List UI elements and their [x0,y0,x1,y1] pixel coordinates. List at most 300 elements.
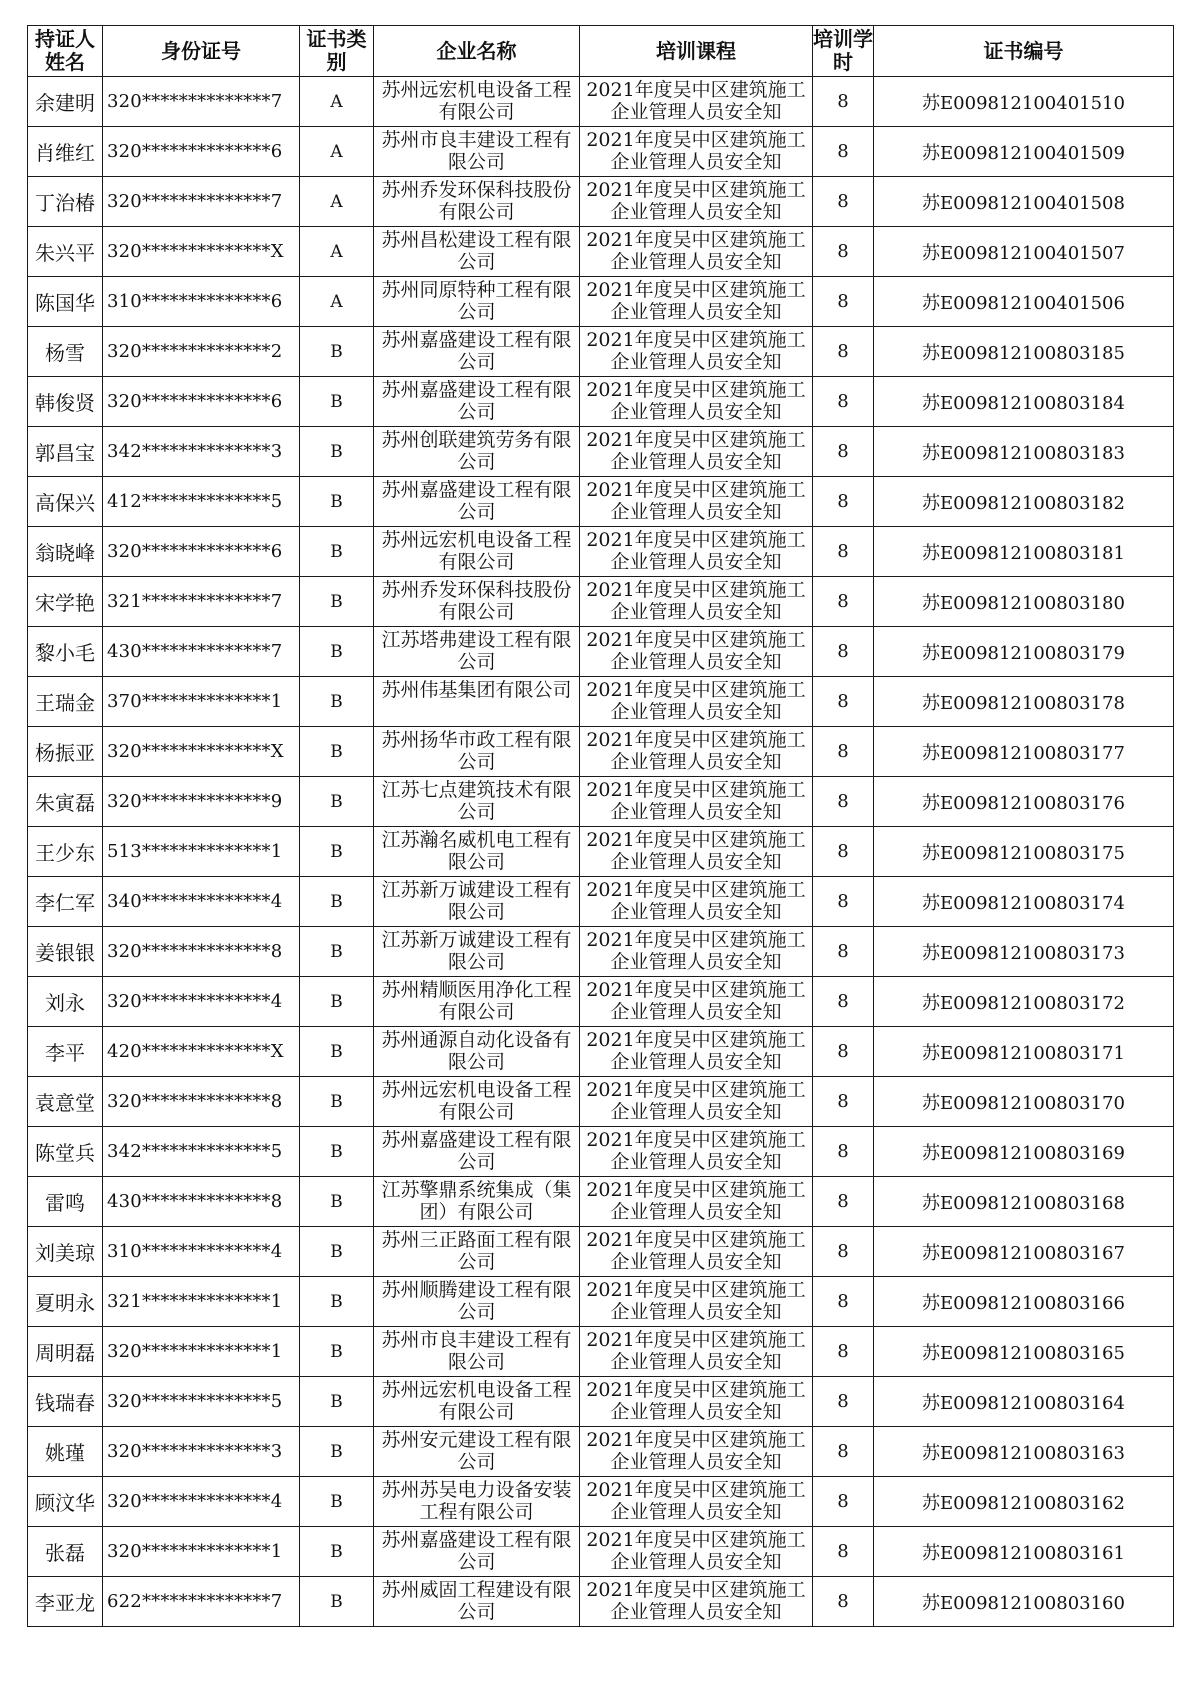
certificate-number-cell: 苏E009812100803178 [874,677,1174,727]
table-row [28,77,1174,127]
category-cell: B [300,1427,374,1477]
category-cell: B [300,1027,374,1077]
training-course-cell-text: 2021年度吴中区建筑施工企业管理人员安全知 [586,1329,806,1373]
training-hours-cell: 8 [813,1177,874,1227]
training-hours-cell: 8 [813,927,874,977]
id-number-cell: 320**************9 [103,777,300,827]
training-course-cell-text: 2021年度吴中区建筑施工企业管理人员安全知 [586,479,806,523]
id-number-cell: 342**************3 [103,427,300,477]
company-name-cell-text: 江苏塔弗建设工程有限公司 [381,629,572,673]
training-hours-cell: 8 [813,177,874,227]
company-name-cell [374,127,580,177]
holder-name-cell: 余建明 [28,77,103,127]
category-cell: B [300,877,374,927]
company-name-cell-text: 苏州远宏机电设备工程有限公司 [381,79,572,123]
training-course-cell [580,827,813,877]
id-number-cell: 412**************5 [103,477,300,527]
company-name-cell [374,477,580,527]
training-course-cell [580,927,813,977]
certificate-number-cell: 苏E009812100401507 [874,227,1174,277]
training-course-cell-text: 2021年度吴中区建筑施工企业管理人员安全知 [586,929,806,973]
certificate-number-cell: 苏E009812100803176 [874,777,1174,827]
category-cell: B [300,927,374,977]
table-row [28,927,1174,977]
training-hours-cell: 8 [813,677,874,727]
training-course-cell [580,577,813,627]
category-cell: B [300,527,374,577]
table-row [28,427,1174,477]
holder-name-cell: 杨雪 [28,327,103,377]
company-name-cell-text: 苏州通源自动化设备有限公司 [381,1029,572,1073]
training-course-cell [580,377,813,427]
table-row [28,977,1174,1027]
company-name-cell [374,827,580,877]
table-row [28,1427,1174,1477]
training-hours-cell: 8 [813,477,874,527]
id-number-cell: 430**************7 [103,627,300,677]
holder-name-cell: 黎小毛 [28,627,103,677]
certificate-number-cell: 苏E009812100803166 [874,1277,1174,1327]
category-cell: A [300,127,374,177]
training-course-cell-text: 2021年度吴中区建筑施工企业管理人员安全知 [586,1229,806,1273]
training-course-cell [580,477,813,527]
company-name-cell [374,1177,580,1227]
category-cell: B [300,977,374,1027]
training-hours-cell: 8 [813,1527,874,1577]
company-name-cell [374,777,580,827]
company-name-cell-text: 苏州嘉盛建设工程有限公司 [381,1529,572,1573]
company-name-cell [374,227,580,277]
id-number-cell: 320**************5 [103,1377,300,1427]
table-row [28,1127,1174,1177]
training-course-cell [580,1277,813,1327]
training-course-cell [580,1427,813,1477]
certificate-number-cell: 苏E009812100803174 [874,877,1174,927]
holder-name-cell: 刘永 [28,977,103,1027]
company-name-cell [374,1277,580,1327]
training-course-cell [580,1127,813,1177]
id-number-cell: 320**************7 [103,177,300,227]
table-row [28,377,1174,427]
training-course-cell [580,1077,813,1127]
company-name-cell-text: 苏州安元建设工程有限公司 [381,1429,572,1473]
id-number-cell: 370**************1 [103,677,300,727]
training-hours-cell: 8 [813,527,874,577]
training-hours-cell: 8 [813,1477,874,1527]
company-name-cell-text: 江苏新万诚建设工程有限公司 [381,929,572,973]
table-row [28,1527,1174,1577]
holder-name-cell: 姚瑾 [28,1427,103,1477]
training-course-cell-text: 2021年度吴中区建筑施工企业管理人员安全知 [586,529,806,573]
training-course-cell [580,327,813,377]
company-name-cell-text: 苏州远宏机电设备工程有限公司 [381,1079,572,1123]
id-number-cell: 320**************8 [103,1077,300,1127]
training-course-cell-text: 2021年度吴中区建筑施工企业管理人员安全知 [586,229,806,273]
holder-name-cell: 翁晓峰 [28,527,103,577]
training-course-cell [580,877,813,927]
table-row [28,1027,1174,1077]
company-name-cell-text: 苏州威固工程建设有限公司 [381,1579,572,1623]
holder-name-cell: 袁意堂 [28,1077,103,1127]
training-course-cell-text: 2021年度吴中区建筑施工企业管理人员安全知 [586,829,806,873]
table-row [28,627,1174,677]
holder-name-cell: 李亚龙 [28,1577,103,1627]
holder-name-cell: 朱寅磊 [28,777,103,827]
company-name-cell-text: 江苏七点建筑技术有限公司 [381,779,572,823]
table-row [28,527,1174,577]
training-hours-cell: 8 [813,77,874,127]
id-number-cell: 320**************1 [103,1327,300,1377]
id-number-cell: 430**************8 [103,1177,300,1227]
certificate-number-cell: 苏E009812100803177 [874,727,1174,777]
table-row [28,827,1174,877]
id-number-cell: 320**************6 [103,377,300,427]
certificate-number-cell: 苏E009812100803185 [874,327,1174,377]
holder-name-cell: 朱兴平 [28,227,103,277]
id-number-cell: 320**************X [103,727,300,777]
training-course-cell-text: 2021年度吴中区建筑施工企业管理人员安全知 [586,329,806,373]
id-number-cell: 321**************7 [103,577,300,627]
id-number-cell: 622**************7 [103,1577,300,1627]
category-cell: B [300,427,374,477]
id-number-cell: 320**************1 [103,1527,300,1577]
training-hours-cell: 8 [813,377,874,427]
training-course-cell [580,1377,813,1427]
table-row [28,877,1174,927]
category-cell: A [300,77,374,127]
company-name-cell-text: 江苏擎鼎系统集成（集团）有限公司 [381,1179,572,1223]
holder-name-cell: 雷鸣 [28,1177,103,1227]
training-hours-cell: 8 [813,627,874,677]
holder-name-cell: 李仁军 [28,877,103,927]
training-course-cell-text: 2021年度吴中区建筑施工企业管理人员安全知 [586,879,806,923]
id-number-cell: 320**************6 [103,527,300,577]
id-number-cell: 420**************X [103,1027,300,1077]
category-cell: B [300,577,374,627]
training-course-cell-text: 2021年度吴中区建筑施工企业管理人员安全知 [586,679,806,723]
training-course-cell [580,1227,813,1277]
company-name-cell [374,77,580,127]
category-cell: B [300,827,374,877]
training-course-cell [580,527,813,577]
training-course-cell [580,77,813,127]
table-row [28,327,1174,377]
company-name-cell-text: 苏州远宏机电设备工程有限公司 [381,1379,572,1423]
header-training-course: 培训课程 [580,26,813,77]
holder-name-cell: 高保兴 [28,477,103,527]
category-cell: B [300,477,374,527]
company-name-cell [374,1427,580,1477]
training-course-cell-text: 2021年度吴中区建筑施工企业管理人员安全知 [586,379,806,423]
training-course-cell-text: 2021年度吴中区建筑施工企业管理人员安全知 [586,129,806,173]
training-course-cell [580,1327,813,1377]
table-row [28,777,1174,827]
training-course-cell [580,977,813,1027]
certificate-number-cell: 苏E009812100803162 [874,1477,1174,1527]
company-name-cell-text: 苏州远宏机电设备工程有限公司 [381,529,572,573]
training-course-cell-text: 2021年度吴中区建筑施工企业管理人员安全知 [586,1579,806,1623]
table-row [28,577,1174,627]
certificate-number-cell: 苏E009812100803167 [874,1227,1174,1277]
category-cell: A [300,277,374,327]
training-course-cell-text: 2021年度吴中区建筑施工企业管理人员安全知 [586,279,806,323]
table-body [28,77,1174,1627]
training-course-cell [580,627,813,677]
company-name-cell-text: 苏州伟基集团有限公司 [381,679,572,701]
training-course-cell-text: 2021年度吴中区建筑施工企业管理人员安全知 [586,1029,806,1073]
training-hours-cell: 8 [813,427,874,477]
table-row [28,1477,1174,1527]
training-course-cell-text: 2021年度吴中区建筑施工企业管理人员安全知 [586,1179,806,1223]
training-course-cell [580,227,813,277]
certificate-list-page [27,25,1173,1627]
certificate-number-cell: 苏E009812100803184 [874,377,1174,427]
training-hours-cell: 8 [813,127,874,177]
holder-name-cell: 郭昌宝 [28,427,103,477]
training-course-cell-text: 2021年度吴中区建筑施工企业管理人员安全知 [586,629,806,673]
table-row [28,177,1174,227]
holder-name-cell: 刘美琼 [28,1227,103,1277]
table-row [28,477,1174,527]
holder-name-cell: 张磊 [28,1527,103,1577]
table-row [28,1077,1174,1127]
company-name-cell-text: 苏州精顺医用净化工程有限公司 [381,979,572,1023]
holder-name-cell: 陈堂兵 [28,1127,103,1177]
category-cell: A [300,227,374,277]
certificate-number-cell: 苏E009812100803172 [874,977,1174,1027]
training-course-cell [580,677,813,727]
training-course-cell-text: 2021年度吴中区建筑施工企业管理人员安全知 [586,1079,806,1123]
training-hours-cell: 8 [813,777,874,827]
id-number-cell: 513**************1 [103,827,300,877]
id-number-cell: 320**************8 [103,927,300,977]
id-number-cell: 320**************4 [103,1477,300,1527]
company-name-cell-text: 苏州创联建筑劳务有限公司 [381,429,572,473]
holder-name-cell: 陈国华 [28,277,103,327]
category-cell: B [300,1377,374,1427]
company-name-cell [374,677,580,727]
training-hours-cell: 8 [813,1027,874,1077]
company-name-cell-text: 苏州嘉盛建设工程有限公司 [381,379,572,423]
id-number-cell: 320**************4 [103,977,300,1027]
training-hours-cell: 8 [813,1377,874,1427]
company-name-cell-text: 苏州市良丰建设工程有限公司 [381,129,572,173]
certificate-number-cell: 苏E009812100401508 [874,177,1174,227]
company-name-cell-text: 苏州嘉盛建设工程有限公司 [381,1129,572,1173]
training-course-cell [580,1477,813,1527]
training-hours-cell: 8 [813,1577,874,1627]
training-hours-cell: 8 [813,727,874,777]
id-number-cell: 342**************5 [103,1127,300,1177]
company-name-cell-text: 江苏新万诚建设工程有限公司 [381,879,572,923]
training-hours-cell: 8 [813,1127,874,1177]
table-header-row [28,26,1174,77]
holder-name-cell: 夏明永 [28,1277,103,1327]
training-course-cell-text: 2021年度吴中区建筑施工企业管理人员安全知 [586,579,806,623]
certificate-table [27,25,1174,1627]
table-row [28,227,1174,277]
certificate-number-cell: 苏E009812100803183 [874,427,1174,477]
table-row [28,1327,1174,1377]
certificate-number-cell: 苏E009812100803181 [874,527,1174,577]
header-company-name: 企业名称 [374,26,580,77]
company-name-cell [374,977,580,1027]
training-hours-cell: 8 [813,1427,874,1477]
training-course-cell-text: 2021年度吴中区建筑施工企业管理人员安全知 [586,979,806,1023]
company-name-cell [374,1527,580,1577]
holder-name-cell: 王少东 [28,827,103,877]
table-row [28,277,1174,327]
certificate-number-cell: 苏E009812100803163 [874,1427,1174,1477]
training-course-cell [580,1527,813,1577]
table-row [28,1377,1174,1427]
category-cell: B [300,777,374,827]
category-cell: B [300,1127,374,1177]
category-cell: B [300,327,374,377]
certificate-number-cell: 苏E009812100401506 [874,277,1174,327]
company-name-cell [374,727,580,777]
company-name-cell [374,177,580,227]
training-course-cell-text: 2021年度吴中区建筑施工企业管理人员安全知 [586,429,806,473]
category-cell: B [300,1327,374,1377]
company-name-cell-text: 苏州扬华市政工程有限公司 [381,729,572,773]
id-number-cell: 310**************4 [103,1227,300,1277]
company-name-cell [374,927,580,977]
training-course-cell [580,1577,813,1627]
company-name-cell [374,1127,580,1177]
certificate-number-cell: 苏E009812100803161 [874,1527,1174,1577]
training-course-cell [580,727,813,777]
company-name-cell-text: 苏州三正路面工程有限公司 [381,1229,572,1273]
company-name-cell-text: 苏州乔发环保科技股份有限公司 [381,579,572,623]
training-hours-cell: 8 [813,277,874,327]
certificate-number-cell: 苏E009812100803165 [874,1327,1174,1377]
training-hours-cell: 8 [813,877,874,927]
certificate-number-cell: 苏E009812100401509 [874,127,1174,177]
id-number-cell: 320**************2 [103,327,300,377]
training-course-cell-text: 2021年度吴中区建筑施工企业管理人员安全知 [586,79,806,123]
company-name-cell [374,1027,580,1077]
certificate-number-cell: 苏E009812100803169 [874,1127,1174,1177]
header-training-hours: 培训学时 [813,26,874,77]
id-number-cell: 320**************7 [103,77,300,127]
training-hours-cell: 8 [813,1327,874,1377]
category-cell: B [300,1227,374,1277]
training-course-cell [580,177,813,227]
training-course-cell [580,1177,813,1227]
table-row [28,1577,1174,1627]
certificate-number-cell: 苏E009812100803173 [874,927,1174,977]
category-cell: B [300,627,374,677]
holder-name-cell: 丁治椿 [28,177,103,227]
category-cell: B [300,1477,374,1527]
holder-name-cell: 肖维红 [28,127,103,177]
company-name-cell [374,1077,580,1127]
certificate-number-cell: 苏E009812100803180 [874,577,1174,627]
company-name-cell [374,527,580,577]
company-name-cell-text: 苏州嘉盛建设工程有限公司 [381,329,572,373]
certificate-number-cell: 苏E009812100803171 [874,1027,1174,1077]
category-cell: B [300,377,374,427]
training-course-cell-text: 2021年度吴中区建筑施工企业管理人员安全知 [586,729,806,773]
category-cell: B [300,1077,374,1127]
training-course-cell-text: 2021年度吴中区建筑施工企业管理人员安全知 [586,1129,806,1173]
category-cell: B [300,1527,374,1577]
training-hours-cell: 8 [813,827,874,877]
training-hours-cell: 8 [813,227,874,277]
certificate-number-cell: 苏E009812100803164 [874,1377,1174,1427]
certificate-number-cell: 苏E009812100803179 [874,627,1174,677]
certificate-number-cell: 苏E009812100803160 [874,1577,1174,1627]
training-course-cell-text: 2021年度吴中区建筑施工企业管理人员安全知 [586,1279,806,1323]
category-cell: B [300,677,374,727]
table-row [28,1227,1174,1277]
company-name-cell-text: 苏州顺腾建设工程有限公司 [381,1279,572,1323]
category-cell: B [300,1177,374,1227]
table-row [28,1277,1174,1327]
training-hours-cell: 8 [813,577,874,627]
training-course-cell-text: 2021年度吴中区建筑施工企业管理人员安全知 [586,1529,806,1573]
header-id-number: 身份证号 [103,26,300,77]
id-number-cell: 340**************4 [103,877,300,927]
certificate-number-cell: 苏E009812100803170 [874,1077,1174,1127]
training-course-cell [580,1027,813,1077]
training-hours-cell: 8 [813,977,874,1027]
holder-name-cell: 顾汶华 [28,1477,103,1527]
holder-name-cell: 姜银银 [28,927,103,977]
training-course-cell-text: 2021年度吴中区建筑施工企业管理人员安全知 [586,179,806,223]
holder-name-cell: 王瑞金 [28,677,103,727]
company-name-cell-text: 苏州苏吴电力设备安装工程有限公司 [381,1479,572,1523]
training-course-cell [580,127,813,177]
company-name-cell-text: 苏州乔发环保科技股份有限公司 [381,179,572,223]
training-course-cell [580,777,813,827]
certificate-number-cell: 苏E009812100401510 [874,77,1174,127]
header-certificate-number: 证书编号 [874,26,1174,77]
table-row [28,1177,1174,1227]
company-name-cell [374,1377,580,1427]
training-course-cell-text: 2021年度吴中区建筑施工企业管理人员安全知 [586,779,806,823]
holder-name-cell: 韩俊贤 [28,377,103,427]
holder-name-cell: 杨振亚 [28,727,103,777]
company-name-cell [374,1577,580,1627]
training-course-cell-text: 2021年度吴中区建筑施工企业管理人员安全知 [586,1379,806,1423]
training-hours-cell: 8 [813,1077,874,1127]
company-name-cell [374,577,580,627]
certificate-number-cell: 苏E009812100803182 [874,477,1174,527]
training-course-cell-text: 2021年度吴中区建筑施工企业管理人员安全知 [586,1479,806,1523]
training-course-cell-text: 2021年度吴中区建筑施工企业管理人员安全知 [586,1429,806,1473]
id-number-cell: 320**************X [103,227,300,277]
certificate-number-cell: 苏E009812100803168 [874,1177,1174,1227]
table-row [28,677,1174,727]
category-cell: B [300,1577,374,1627]
company-name-cell [374,427,580,477]
header-holder-name: 持证人姓名 [28,26,103,77]
company-name-cell [374,1227,580,1277]
category-cell: B [300,1277,374,1327]
training-course-cell [580,427,813,477]
company-name-cell [374,627,580,677]
training-course-cell [580,277,813,327]
company-name-cell [374,377,580,427]
certificate-number-cell: 苏E009812100803175 [874,827,1174,877]
holder-name-cell: 周明磊 [28,1327,103,1377]
company-name-cell-text: 苏州市良丰建设工程有限公司 [381,1329,572,1373]
holder-name-cell: 李平 [28,1027,103,1077]
holder-name-cell: 宋学艳 [28,577,103,627]
company-name-cell-text: 苏州昌松建设工程有限公司 [381,229,572,273]
